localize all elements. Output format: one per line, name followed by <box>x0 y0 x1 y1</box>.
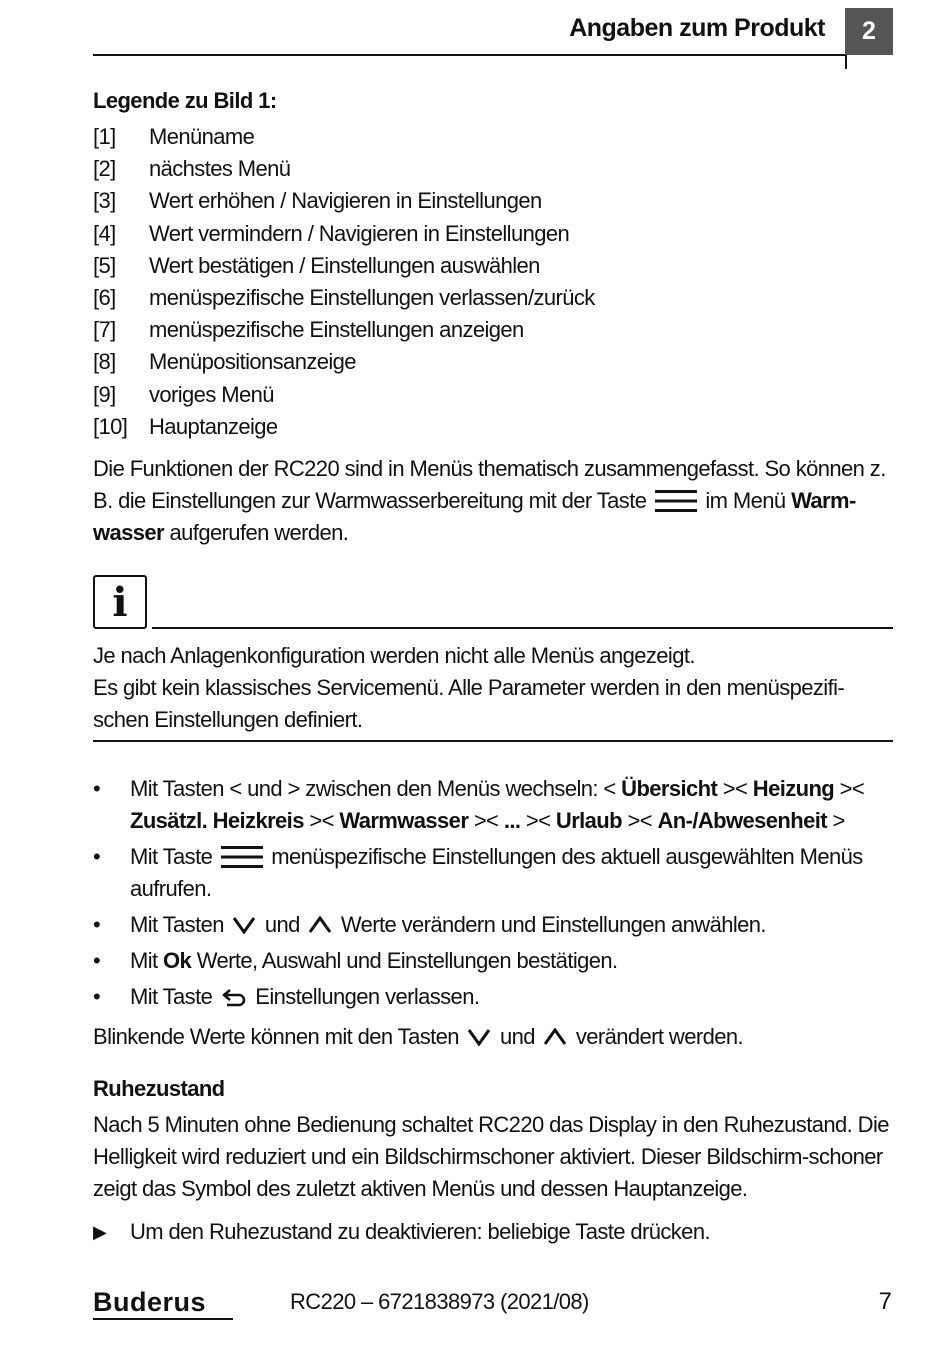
logo-underline <box>93 1318 233 1320</box>
info-rule-bottom <box>93 740 893 742</box>
intro-paragraph: Die Funktionen der RC220 sind in Menüs thematisch zusammengefasst. So können z. B. die Einstellungen zur Warmwasserbereitung mit der Taste im Menü Warm-wasser aufgerufen werden. <box>93 456 886 545</box>
legend-item: [2] nächstes Menü <box>93 156 291 182</box>
triangle-right-icon: ▶ <box>93 1222 107 1242</box>
back-arrow-icon <box>221 987 247 1007</box>
legend-item: [4] Wert vermindern / Navigieren in Einstellungen <box>93 220 570 246</box>
legend-item: [8] Menüpositionsanzeige <box>93 349 356 375</box>
menu-icon <box>221 845 263 869</box>
chapter-number: 2 <box>845 8 893 55</box>
list-item: • Mit Taste menüspezifische Einstellungen des aktuell ausgewählten Menüs aufrufen. <box>93 844 863 901</box>
list-item: • Mit Tasten und Werte verändern und Einstellungen anwählen. <box>93 912 766 937</box>
list-item: • Mit Ok Werte, Auswahl und Einstellungen bestätigen. <box>93 948 618 973</box>
chevron-down-icon <box>467 1028 491 1046</box>
menu-icon <box>655 489 697 513</box>
bullet-list <box>93 773 893 1017</box>
list-item: • Mit Tasten < und > zwischen den Menüs wechseln: < Übersicht >< Heizung >< Zusätzl. Heizkreis >< Warmwasser >< ... >< Urlaub >< An-/Abwesenheit > <box>93 776 865 833</box>
legend-item: [9] voriges Menü <box>93 381 274 407</box>
list-item: • Mit Taste Einstellungen verlassen. <box>93 984 480 1009</box>
blink-paragraph: Blinkende Werte können mit den Tasten und verändert werden. <box>93 1024 743 1049</box>
chevron-up-icon <box>308 916 332 934</box>
section-heading: Ruhezustand <box>93 1076 225 1101</box>
info-rule-top <box>152 627 893 629</box>
info-text: Je nach Anlagenkonfiguration werden nicht alle Menüs angezeigt. Es gibt kein klassisches Servicemenü. Alle Parameter werden in den menüspezifi-schen Einstellungen definiert. <box>93 643 845 732</box>
action-step: ▶ Um den Ruhezustand zu deaktivieren: beliebige Taste drücken. <box>93 1216 893 1248</box>
legend-list <box>93 121 595 443</box>
legend-title: Legende zu Bild 1: <box>93 88 277 113</box>
legend-item: [3] Wert erhöhen / Navigieren in Einstellungen <box>93 188 542 214</box>
legend-item: [7] menüspezifische Einstellungen anzeigen <box>93 317 524 343</box>
chapter-title: Angaben zum Produkt <box>569 14 825 42</box>
document-id: RC220 – 6721838973 (2021/08) <box>290 1289 589 1314</box>
legend-item: [6] menüspezifische Einstellungen verlassen/zurück <box>93 285 595 311</box>
section-paragraph: Nach 5 Minuten ohne Bedienung schaltet RC220 das Display in den Ruhezustand. Die Helligkeit wird reduziert und ein Bildschirmschoner aktiviert. Dieser Bildschirm-schoner zeigt das Symbol des zuletzt aktiven Menüs und dessen Hauptanzeige. <box>93 1112 889 1201</box>
legend-item: [10] Hauptanzeige <box>93 413 278 439</box>
legend-item: [1] Menüname <box>93 124 255 150</box>
legend-item: [5] Wert bestätigen / Einstellungen auswählen <box>93 252 540 278</box>
header-tick <box>845 55 847 69</box>
chevron-up-icon <box>543 1028 567 1046</box>
header-rule <box>93 54 845 56</box>
brand-logo: Buderus <box>93 1287 207 1317</box>
chevron-down-icon <box>232 916 256 934</box>
page-number: 7 <box>878 1288 892 1315</box>
info-icon: i <box>93 575 147 629</box>
